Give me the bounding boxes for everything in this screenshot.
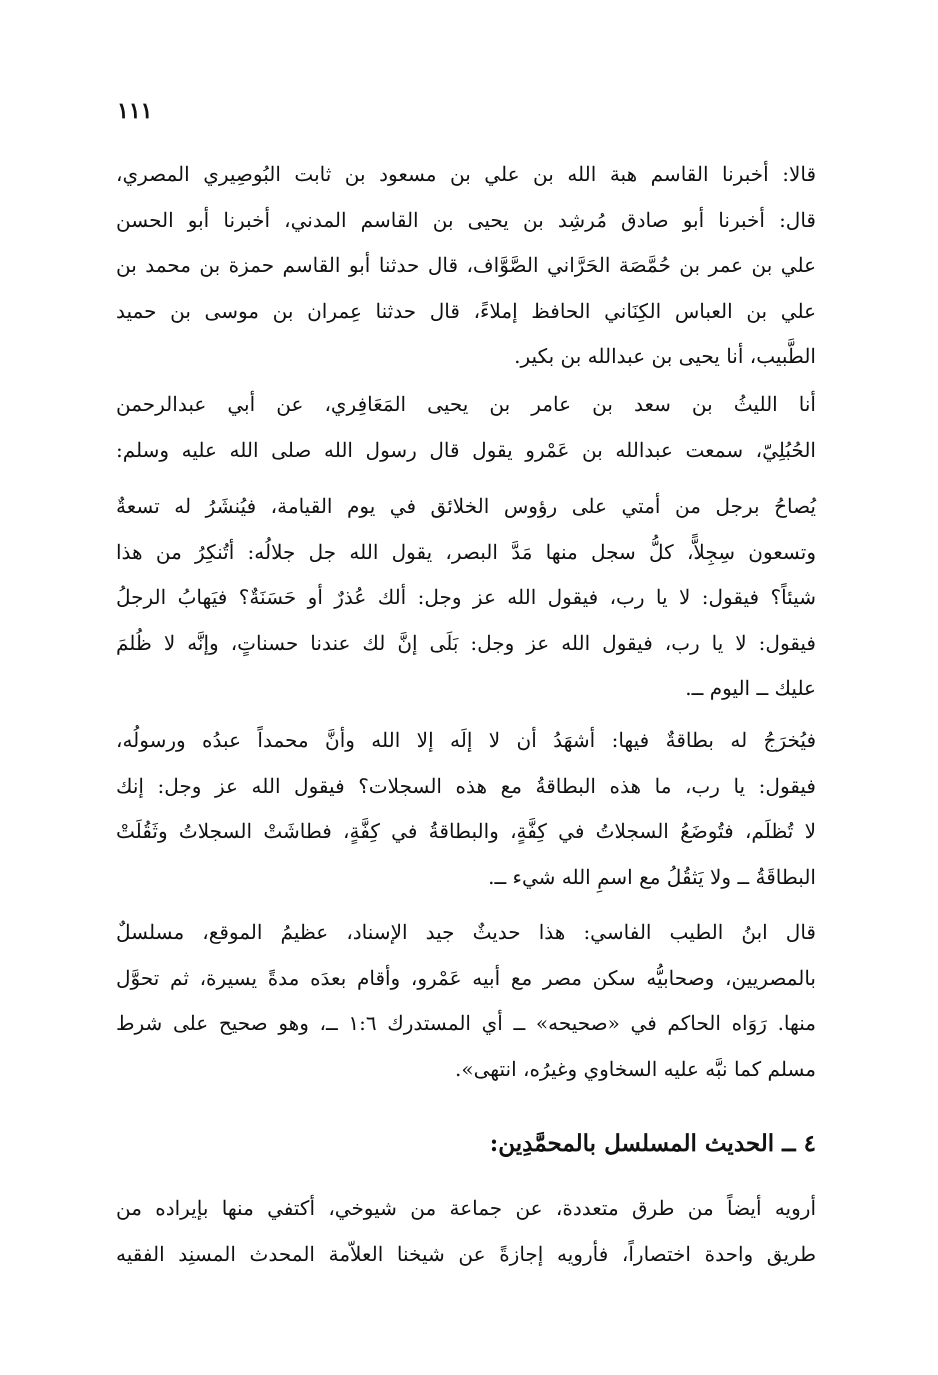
text-line: فيقول: لا يا رب، فيقول الله عز وجل: بَلَى إنَّ لك عندنا حسناتٍ، وإنَّه لا ظُلمَ (116, 630, 816, 655)
text-line: طريق واحدة اختصاراً، فأرويه إجازةً عن شيخنا العلاّمة المحدث المسنِد الفقيه (116, 1241, 816, 1266)
text-line: لا تُظلَم، فتُوضَعُ السجلاتُ في كِفَّةٍ، والبطاقةُ في كِفَّةٍ، فطاشَتْ السجلاتُ وثَقُلَتْ (116, 819, 816, 844)
text-line: منها. رَوَاه الحاكم في «صحيحه» ــ أي المستدرك ١:٦ ــ، وهو صحيح على شرط (116, 1011, 816, 1036)
text-line: قال ابنُ الطيب الفاسي: هذا حديثٌ جيد الإسناد، عظيمُ الموقع، مسلسلٌ (116, 920, 816, 944)
text-line: الحُبُلِيّ، سمعت عبدالله بن عَمْرو يقول قال رسول الله صلى الله عليه وسلم: (116, 437, 816, 462)
text-line: أرويه أيضاً من طرق متعددة، عن جماعة من شيوخي، أكتفي منها بإيراده من (116, 1196, 816, 1220)
text-line: يُصاحُ برجل من أمتي على رؤوس الخلائق في يوم القيامة، فيُنشَرُ له تسعةٌ (116, 494, 816, 518)
page-number: ١١١ (117, 98, 153, 124)
section-heading: ٤ ــ الحديث المسلسل بالمحمَّدِين: (489, 1130, 816, 1157)
text-line: فيُخرَجُ له بطاقةٌ فيها: أشهَدُ أن لا إلَه إلا الله وأنَّ محمداً عبدُه ورسولُه، (116, 728, 817, 752)
text-line: قال: أخبرنا أبو صادق مُرشِد بن يحيى بن القاسم المدني، أخبرنا أبو الحسن (116, 207, 816, 232)
text-line: قالا: أخبرنا القاسم هبة الله بن علي بن مسعود بن ثابت البُوصِيري المصري، (116, 162, 816, 186)
text-line: فيقول: يا رب، ما هذه البطاقةُ مع هذه السجلات؟ فيقول الله عز وجل: إنك (116, 773, 816, 798)
paragraph-narrators (116, 382, 816, 473)
text-line: عليك ــ اليوم ــ. (685, 676, 816, 701)
paragraph-hadith-text (116, 484, 816, 712)
paragraph-card (116, 718, 816, 900)
paragraph-isnad-chain (116, 152, 816, 380)
text-line: شيئاً؟ فيقول: لا يا رب، فيقول الله عز وجل: ألك عُذرٌ أو حَسَنَةٌ؟ فيَهابُ الرجلُ (116, 585, 816, 610)
text-line: بالمصريين، وصحابيُّه سكن مصر مع أبيه عَمْرو، وأقام بعدَه مدةً يسيرة، ثم تحوَّل (116, 965, 816, 990)
text-line: وتسعون سِجِلاًّ، كلُّ سجل منها مَدَّ البصر، يقول الله جل جلالُه: أتُنكِرُ من هذا (116, 539, 816, 564)
paragraph-final (116, 1186, 816, 1277)
text-line: علي بن العباس الكِنَاني الحافظ إملاءً، قال حدثنا عِمران بن موسى بن حميد (116, 298, 816, 323)
text-line: مسلم كما نبَّه عليه السخاوي وغيرُه، انتهى». (454, 1056, 816, 1081)
text-line: علي بن عمر بن حُمَّصَة الحَرَّاني الصَّوَّاف، قال حدثنا أبو القاسم حمزة بن محمد بن (116, 253, 816, 278)
paragraph-commentary (116, 910, 816, 1092)
text-line: البطاقَةُ ــ ولا يَثقُلُ مع اسمِ الله شيء ــ. (488, 864, 816, 889)
text-line: أنا الليثُ بن سعد بن عامر بن يحيى المَعَافِري، عن أبي عبدالرحمن (116, 392, 816, 416)
text-line: الطَّبيب، أنا يحيى بن عبدالله بن بكير. (514, 344, 816, 369)
